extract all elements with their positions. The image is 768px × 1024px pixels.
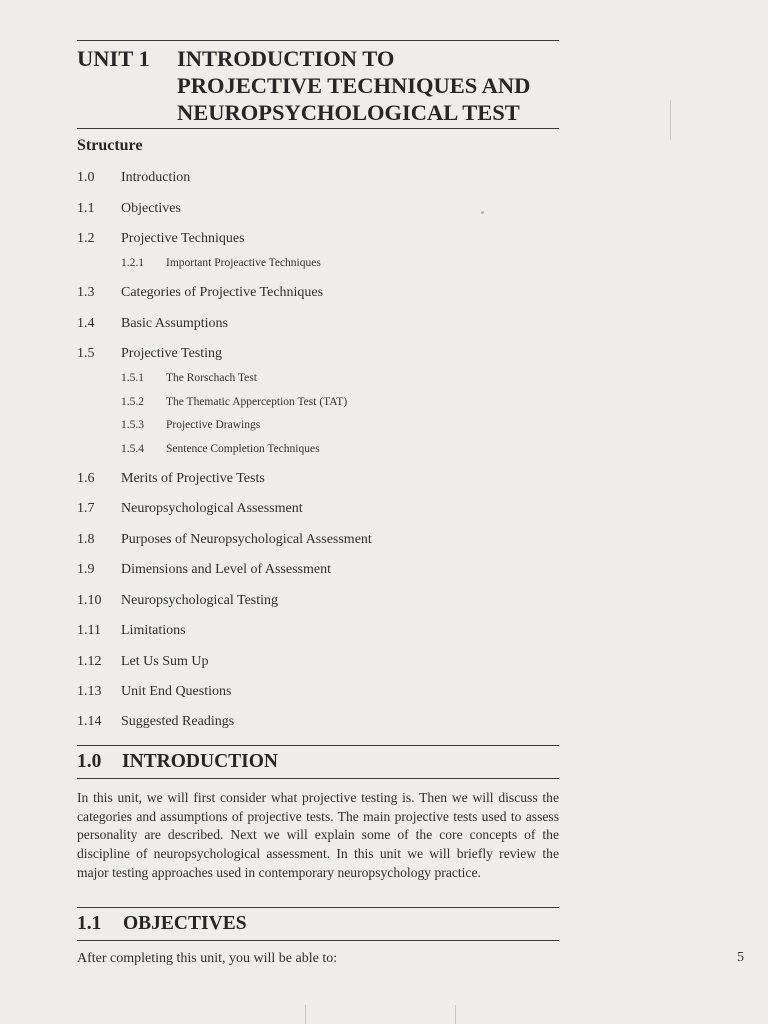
top-rule bbox=[77, 40, 559, 41]
toc-item-label: Categories of Projective Techniques bbox=[121, 285, 324, 300]
toc-item-label: Purposes of Neuropsychological Assessment bbox=[121, 532, 372, 547]
toc-item-label: Let Us Sum Up bbox=[121, 654, 209, 669]
toc-item-number: 1.5 bbox=[77, 346, 95, 361]
toc-item-label: Neuropsychological Testing bbox=[121, 593, 279, 608]
unit-title bbox=[177, 45, 567, 126]
toc-item-number: 1.8 bbox=[77, 532, 95, 547]
toc-item-number: 1.2 bbox=[77, 231, 95, 246]
scan-speck bbox=[481, 211, 484, 214]
unit-title-line-2: PROJECTIVE TECHNIQUES AND bbox=[177, 73, 531, 98]
introduction-bottom-rule bbox=[77, 778, 559, 779]
section-title: OBJECTIVES bbox=[123, 913, 247, 934]
toc-subitem-label: The Thematic Apperception Test (TAT) bbox=[166, 396, 348, 408]
toc-subitem-number: 1.5.4 bbox=[121, 443, 144, 455]
toc-item-number: 1.1 bbox=[77, 201, 95, 216]
toc-item-number: 1.3 bbox=[77, 285, 95, 300]
toc-item-label: Dimensions and Level of Assessment bbox=[121, 562, 331, 577]
toc-item-label: Projective Testing bbox=[121, 346, 223, 361]
scan-edge-mark bbox=[670, 100, 671, 140]
toc-item-label: Projective Techniques bbox=[121, 231, 245, 246]
toc-subitem-label: Sentence Completion Techniques bbox=[166, 443, 320, 455]
toc-item-number: 1.10 bbox=[77, 593, 102, 608]
scan-edge-mark bbox=[305, 1005, 306, 1024]
objectives-top-rule bbox=[77, 907, 559, 908]
toc-item-number: 1.4 bbox=[77, 316, 95, 331]
toc-item-label: Introduction bbox=[121, 170, 191, 185]
toc-subitem-number: 1.5.1 bbox=[121, 372, 144, 384]
toc-item-number: 1.13 bbox=[77, 684, 102, 699]
toc-item-number: 1.6 bbox=[77, 471, 95, 486]
section-number: 1.0 bbox=[77, 751, 102, 772]
toc-item-number: 1.14 bbox=[77, 714, 102, 729]
section-number: 1.1 bbox=[77, 913, 102, 934]
toc-item-number: 1.7 bbox=[77, 501, 95, 516]
toc-subitem-label: Important Projeactive Techniques bbox=[166, 257, 321, 269]
scan-edge-mark bbox=[455, 1005, 456, 1024]
objectives-intro-text: After completing this unit, you will be able to: bbox=[77, 951, 338, 966]
toc-item-number: 1.0 bbox=[77, 170, 95, 185]
structure-heading: Structure bbox=[77, 137, 143, 154]
unit-title-line-3: NEUROPSYCHOLOGICAL TEST bbox=[177, 100, 520, 125]
toc-subitem-label: The Rorschach Test bbox=[166, 372, 257, 384]
introduction-paragraph: In this unit, we will first consider what projective testing is. Then we will discuss the categories and assumptions of projective tests. The main projective tests used to assess personality are described. Next we will explain some of the core concepts of the discipline of neuropsychological assessment. In this unit we will briefly review the major testing approaches used in contemporary neuropsychology practice. bbox=[77, 790, 559, 880]
toc-item-number: 1.12 bbox=[77, 654, 102, 669]
introduction-top-rule bbox=[77, 745, 559, 746]
toc-subitem-number: 1.5.3 bbox=[121, 419, 144, 431]
unit-label: UNIT 1 bbox=[77, 46, 150, 71]
toc-subitem-label: Projective Drawings bbox=[166, 419, 261, 431]
toc-item-number: 1.9 bbox=[77, 562, 95, 577]
toc-item-number: 1.11 bbox=[77, 623, 101, 638]
toc-subitem-number: 1.5.2 bbox=[121, 396, 144, 408]
toc-subitem-number: 1.2.1 bbox=[121, 257, 144, 269]
objectives-bottom-rule bbox=[77, 940, 559, 941]
toc-item-label: Unit End Questions bbox=[121, 684, 232, 699]
unit-title-line-1: INTRODUCTION TO bbox=[177, 46, 395, 71]
toc-item-label: Objectives bbox=[121, 201, 181, 216]
toc-item-label: Limitations bbox=[121, 623, 186, 638]
page-number: 5 bbox=[737, 950, 744, 965]
toc-item-label: Basic Assumptions bbox=[121, 316, 228, 331]
section-title: INTRODUCTION bbox=[122, 751, 279, 772]
toc-item-label: Suggested Readings bbox=[121, 714, 235, 729]
toc-item-label: Merits of Projective Tests bbox=[121, 471, 265, 486]
title-bottom-rule bbox=[77, 128, 559, 129]
toc-item-label: Neuropsychological Assessment bbox=[121, 501, 303, 516]
